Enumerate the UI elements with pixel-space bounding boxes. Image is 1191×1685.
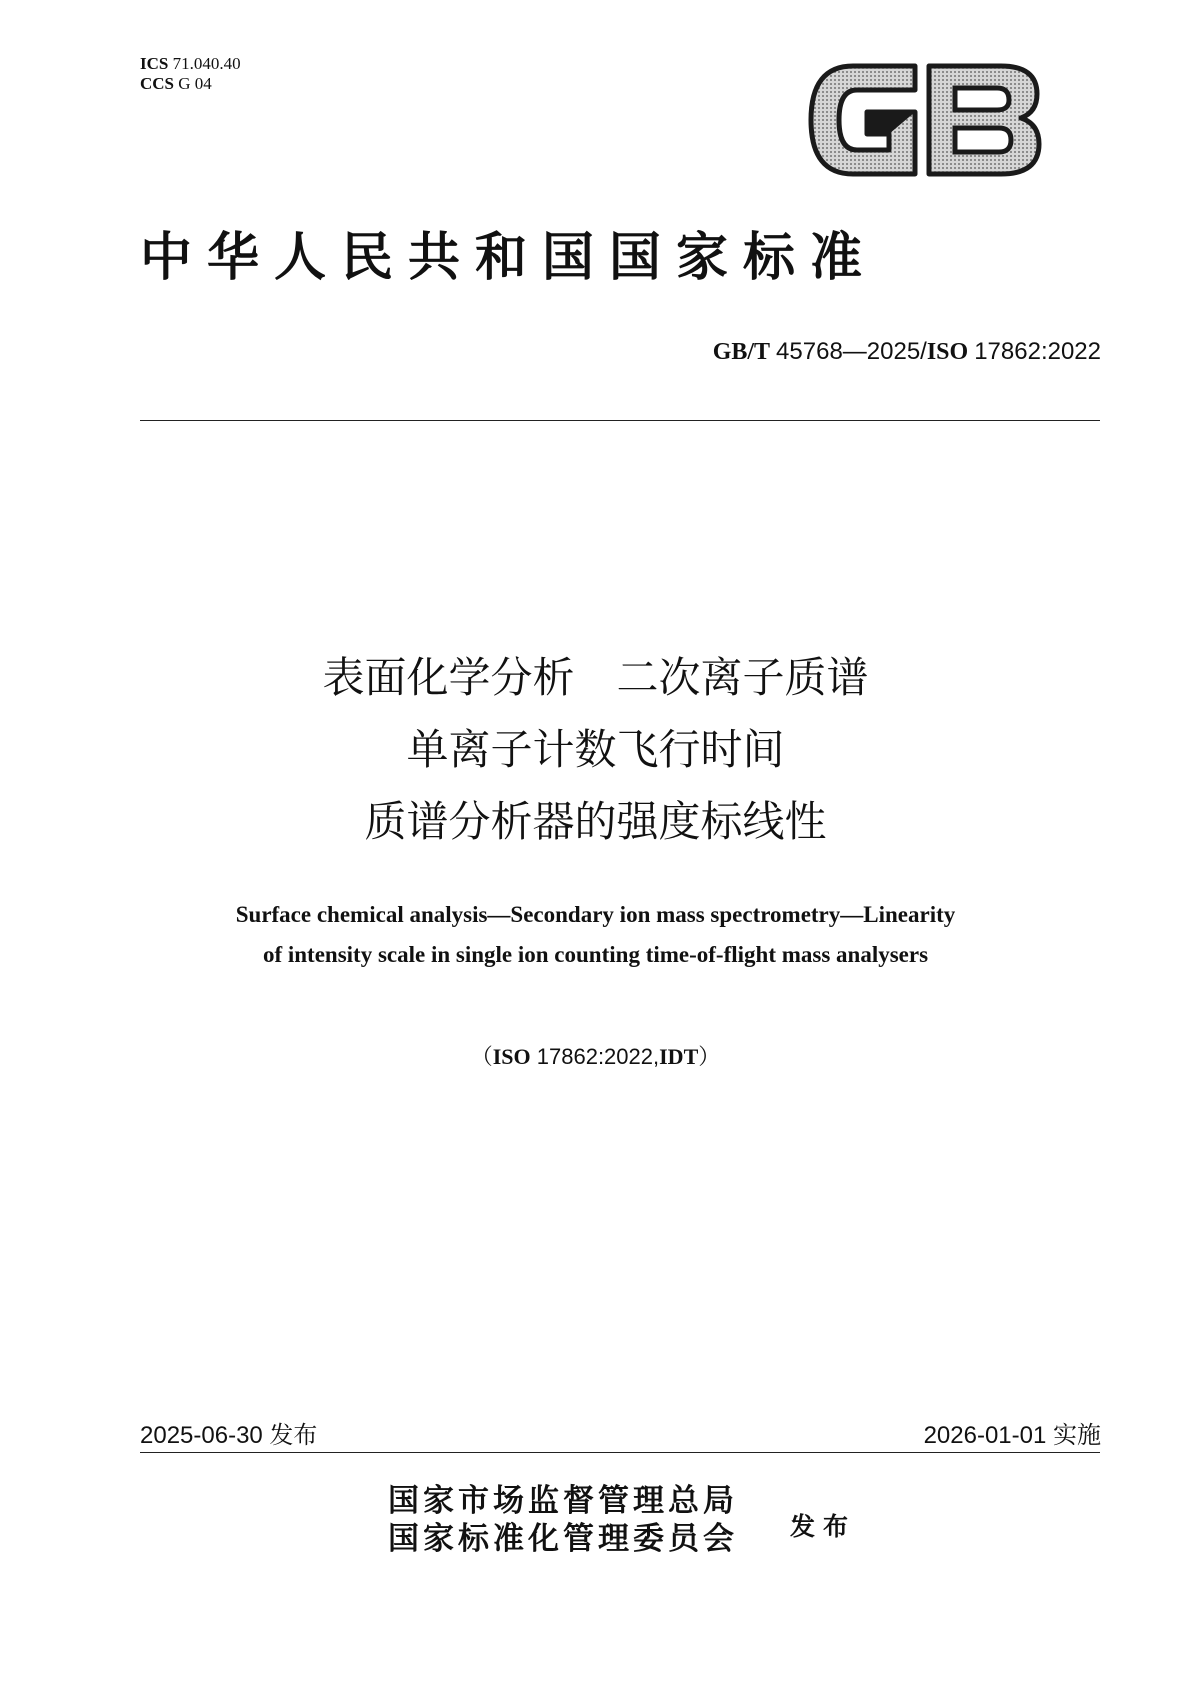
standard-number-iso-value: 17862:2022 xyxy=(974,338,1101,365)
standard-number-prefix: GB/T xyxy=(712,339,771,365)
authority-samr: 国家市场监督管理总局 xyxy=(388,1483,738,1519)
standard-number-main: 45768—2025/ xyxy=(776,338,927,365)
gb-logo xyxy=(805,58,1045,182)
top-divider xyxy=(140,420,1100,421)
authority-sac: 国家标准化管理委员会 xyxy=(388,1521,738,1557)
bottom-divider xyxy=(140,1452,1100,1453)
implementation-date: 2026-01-01 实施 xyxy=(923,1422,1101,1449)
classification-codes xyxy=(140,54,241,94)
identity-close-paren: ） xyxy=(698,1044,721,1069)
ics-label: ICS xyxy=(140,54,169,73)
issue-date: 2025-06-30 发布 xyxy=(140,1422,318,1449)
national-standard-title: 中华人民共和国国家标准 xyxy=(140,227,878,288)
identity-iso: ISO xyxy=(492,1044,531,1069)
ccs-label: CCS xyxy=(140,74,175,93)
english-title-line: of intensity scale in single ion counting time-of-flight mass analysers xyxy=(262,942,929,967)
ccs-code xyxy=(140,74,241,94)
logo-text: GB xyxy=(805,58,807,59)
ics-value: 71.040.40 xyxy=(172,54,241,73)
publish-label: 发布 xyxy=(790,1512,857,1541)
chinese-title-line: 表面化学分析 二次离子质谱 xyxy=(322,653,869,702)
chinese-title xyxy=(0,642,1191,858)
identity-idt: IDT xyxy=(659,1044,699,1069)
identity-value: 17862:2022, xyxy=(530,1044,660,1069)
ccs-value: G 04 xyxy=(178,74,212,93)
ics-code xyxy=(140,54,241,74)
standard-number xyxy=(713,338,1101,366)
identity-open-paren: （ xyxy=(470,1044,493,1069)
chinese-title-line: 质谱分析器的强度标线性 xyxy=(364,797,827,846)
standard-number-iso: ISO xyxy=(926,339,969,365)
iso-identity xyxy=(0,1040,1191,1071)
chinese-title-line: 单离子计数飞行时间 xyxy=(406,725,785,774)
issuing-authorities xyxy=(388,1482,738,1558)
english-title xyxy=(0,895,1191,975)
english-title-line: Surface chemical analysis—Secondary ion mass spectrometry—Linearity xyxy=(235,902,956,927)
